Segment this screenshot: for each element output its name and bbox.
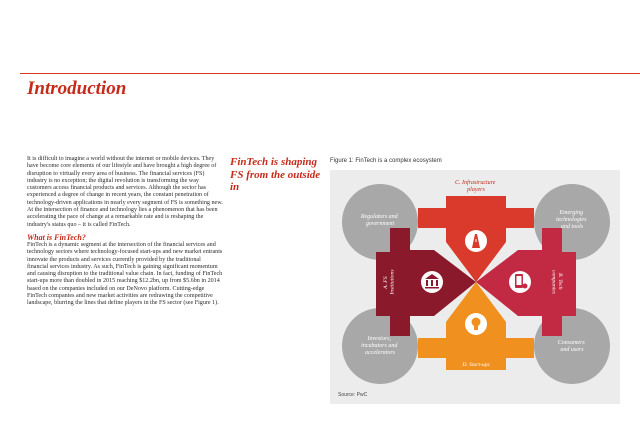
body-text-column xyxy=(27,156,223,308)
lightbulb-icon xyxy=(465,313,487,335)
circle-label-consumers: Consumers and users xyxy=(557,340,585,353)
figure-caption: Figure 1: FinTech is a complex ecosystem xyxy=(330,158,442,164)
header-rule xyxy=(20,73,640,74)
figure-source: Source: PwC xyxy=(338,392,368,398)
circle-label-emerging-tech: Emerging technologies and tools xyxy=(556,210,587,230)
arm-label-infrastructure: C. Infrastructure players xyxy=(455,180,496,193)
arm-label-tech-companies: B. Tech companies xyxy=(550,270,563,294)
mobile-payment-icon xyxy=(509,271,531,293)
ecosystem-diagram xyxy=(330,170,620,404)
circle-label-investors: Investors, incubators and accelerators xyxy=(361,336,398,356)
intro-paragraph: It is difficult to imagine a world without the internet or mobile devices. They have become core elements of our lifestyle and have brought a high degree of disruption to virtually every area of business. The financial services (FS) industry is no exception; the digital revolution is transforming the way customers access financial products and services. Although the sector has experienced a degree of change in recent years, the constant penetration of technology-driven applications in nearly every segment of FS is something new. At the intersection of finance and technology lies a phenomenon that has been accelerating the pace of change at a remarkable rate and is reshaping the industry's status quo – it is called FinTech. xyxy=(27,156,223,228)
pull-quote: FinTech is shaping FS from the outside in xyxy=(230,156,321,193)
circle-label-regulators: Regulators and government xyxy=(360,214,398,227)
arm-label-start-ups: D. Start-ups xyxy=(462,362,490,368)
bank-icon xyxy=(421,271,443,293)
what-is-heading: What is FinTech? xyxy=(27,232,86,242)
road-icon xyxy=(465,230,487,252)
what-is-paragraph: FinTech is a dynamic segment at the intersection of the financial services and technology sectors where technology-focused start-ups and new market entrants innovate the products and services currently provided by the traditional financial services industry. As such, FinTech is gaining significant momentum and causing disruption to the traditional value chain. In fact, funding of FinTech start-ups more than doubled in 2015 reaching $12.2bn, up from $5.6bn in 2014 based on the companies included on our DeNovo platform. Cutting-edge FinTech companies and new market activities are redrawing the competitive landscape, blurring the lines that define players in the FS sector (see Figure 1). xyxy=(27,241,223,307)
ecosystem-figure xyxy=(330,170,620,404)
page-title: Introduction xyxy=(27,78,127,99)
arm-label-fs-institutions: A. FS Institutions xyxy=(383,269,396,295)
